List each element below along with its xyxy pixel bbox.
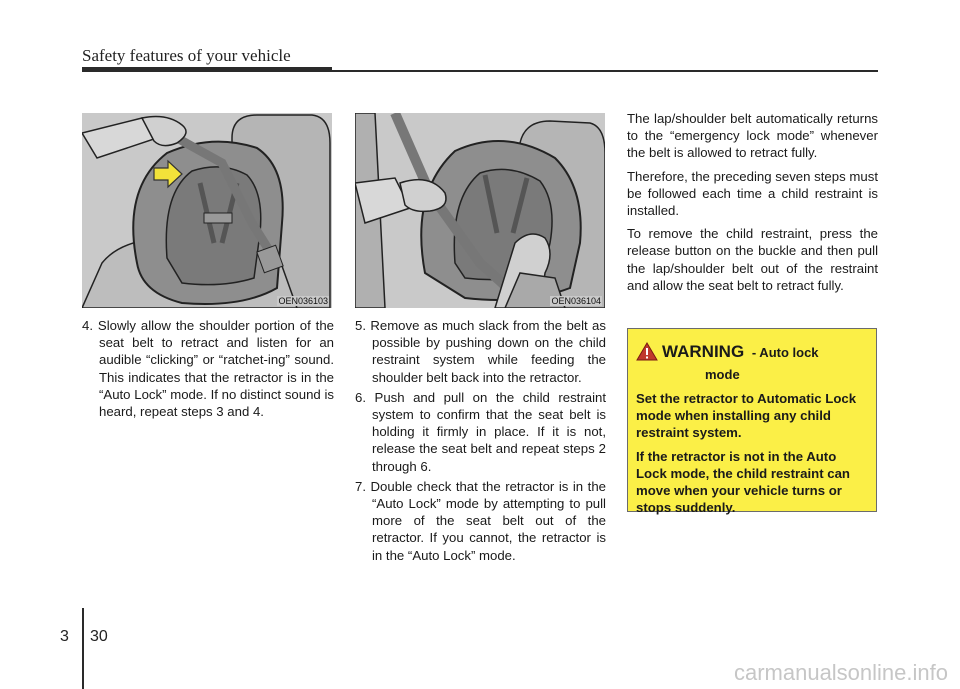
warning-subtitle: - Auto lock xyxy=(751,345,819,360)
warning-triangle-icon xyxy=(636,342,658,361)
header-rule-thin xyxy=(332,70,878,72)
page-header-title: Safety features of your vehicle xyxy=(82,46,291,65)
page-number: 30 xyxy=(90,628,108,645)
figure-code: OEN036104 xyxy=(551,296,601,306)
watermark: carmanualsonline.info xyxy=(733,660,948,685)
warning-header xyxy=(636,341,868,382)
right-column xyxy=(627,110,878,300)
figure-code: OEN036103 xyxy=(278,296,328,306)
footer-rule xyxy=(82,608,84,689)
step-5-text: 5. Remove as much slack from the belt as possible by pushing down on the child restraint system while feeding the shoulder belt back into the retractor. xyxy=(355,318,606,385)
paragraph-emergency-lock: The lap/shoulder belt automatically returns to the “emergency lock mode” whenever the belt is allowed to retract fully. xyxy=(627,111,878,161)
warning-title: WARNING xyxy=(662,342,745,361)
child-seat-illustration-2 xyxy=(355,113,605,308)
figure-push-down-restraint xyxy=(355,113,605,308)
step-7-text: 7. Double check that the retractor is in the “Auto Lock” mode by attempting to pull more of the seat belt out of the retractor. If you cannot, the retractor is in the “Auto Lock” mode. xyxy=(355,478,606,563)
left-column xyxy=(82,317,334,423)
paragraph-remove-restraint: To remove the child restraint, press the release button on the buckle and then pull the lap/shoulder belt out of the restraint and allow the seat belt to retract fully. xyxy=(627,226,878,293)
child-seat-illustration-1 xyxy=(82,113,332,308)
header-rule-thick xyxy=(82,67,332,72)
chapter-number: 3 xyxy=(60,628,69,645)
step-6-text: 6. Push and pull on the child restraint system to confirm that the seat belt is holding it firmly in place. If it is not, release the seat belt and repeat steps 2 through 6. xyxy=(355,389,606,474)
warning-subtitle-line2: mode xyxy=(705,367,740,382)
paragraph-repeat-steps: Therefore, the preceding seven steps must be followed each time a child restraint is installed. xyxy=(627,168,878,219)
middle-column xyxy=(355,317,606,567)
step-4-text: 4. Slowly allow the shoulder portion of the seat belt to retract and listen for an audible “clicking” or “ratchet-ing” sound. This indicates that the retractor is in the “Auto Lock” mode. If no distinct sound is heard, repeat steps 3 and 4. xyxy=(82,318,334,420)
warning-text-1: Set the retractor to Automatic Lock mode when installing any child restraint system. xyxy=(636,391,857,441)
figure-seat-belt-retract xyxy=(82,113,332,308)
warning-box xyxy=(627,328,877,516)
warning-text-2: If the retractor is not in the Auto Lock mode, the child restraint can move when your vehicle turns or stops suddenly. xyxy=(636,448,850,516)
